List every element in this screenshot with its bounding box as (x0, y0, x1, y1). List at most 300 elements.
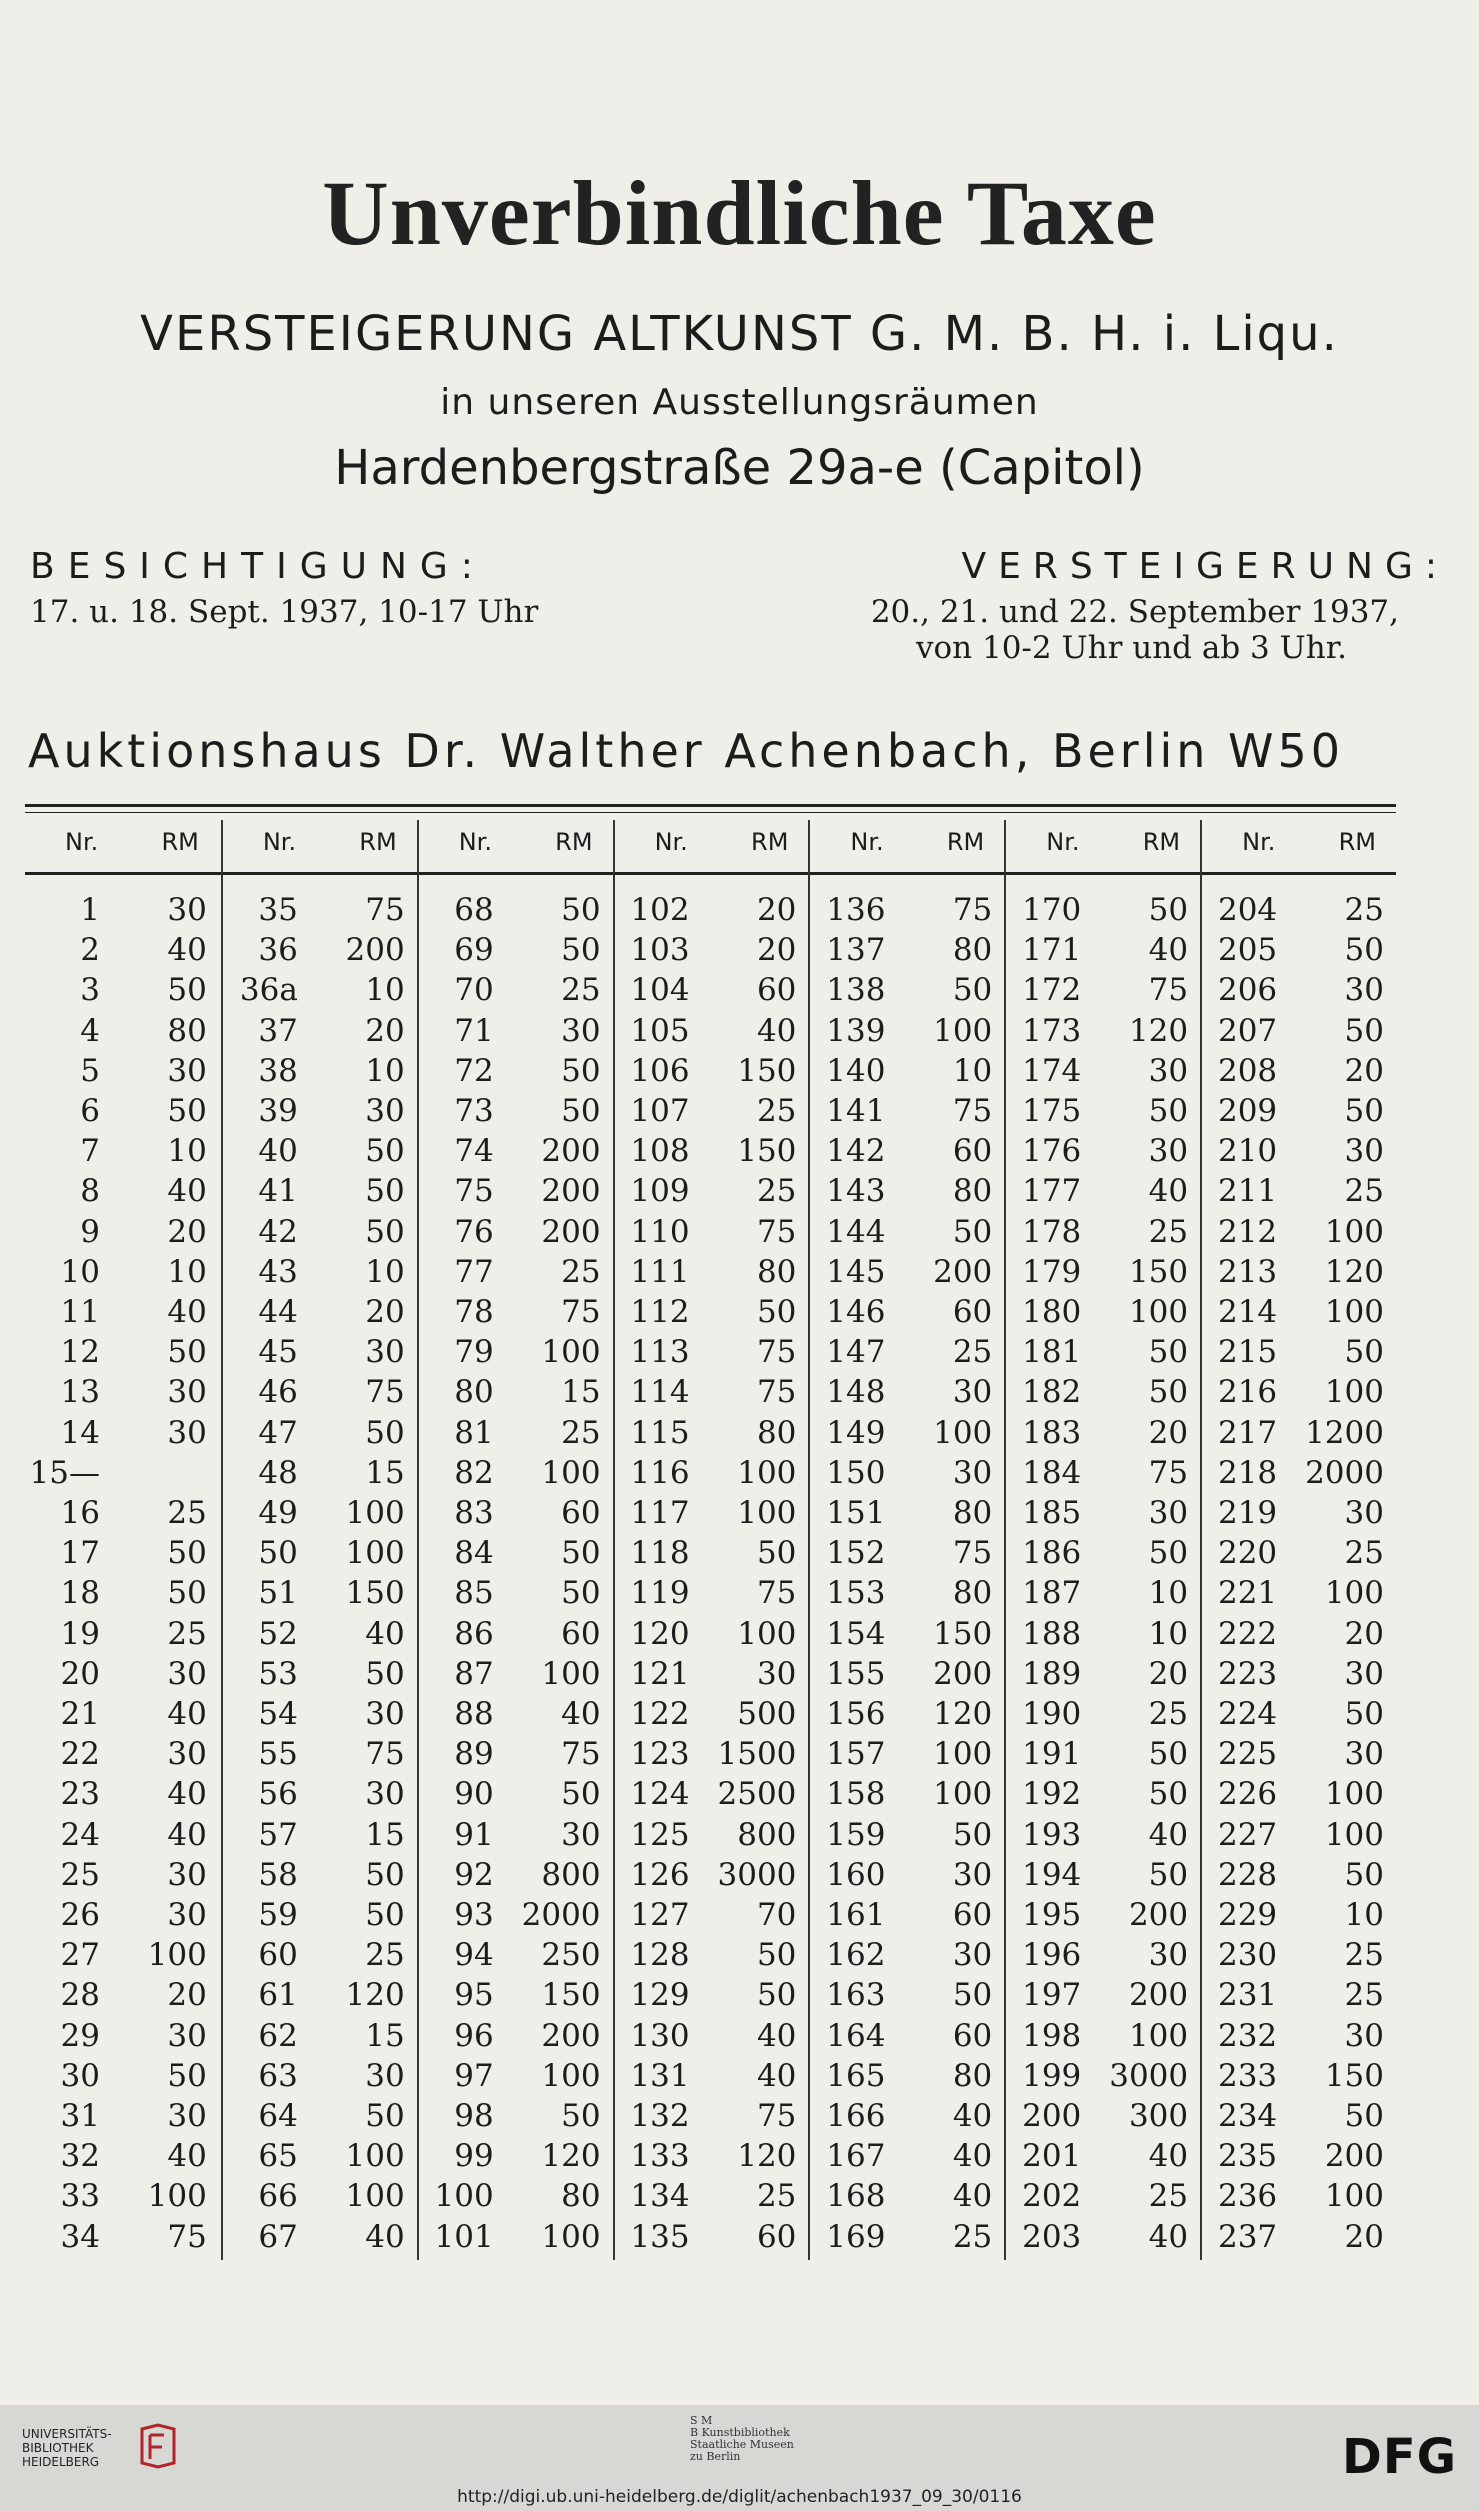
lot-number: 114 (630, 1374, 690, 1411)
lot-number: 105 (630, 1012, 690, 1049)
estimate-rm: 60 (756, 2218, 797, 2255)
lot-number: 45 (258, 1334, 298, 1371)
stamp-line: B Kunstbibliothek (690, 2426, 790, 2439)
auction-house: Auktionshaus Dr. Walther Achenbach, Berlin W50 (28, 724, 1345, 778)
table-row (223, 1053, 419, 1093)
header-nr: Nr. (1242, 828, 1276, 856)
lot-number: 104 (630, 972, 690, 1009)
table-row (25, 972, 221, 1012)
lot-number: 110 (630, 1213, 690, 1250)
table-row (25, 1013, 221, 1053)
table-row (1202, 1455, 1398, 1495)
lot-number: 143 (826, 1173, 886, 1210)
table-row (223, 1133, 419, 1173)
estimate-rm: 150 (345, 1575, 405, 1612)
estimate-rm: 200 (933, 1253, 993, 1290)
lot-number: 133 (630, 2138, 690, 2175)
estimate-rm: 50 (167, 1575, 207, 1612)
estimate-rm: 50 (1344, 1012, 1384, 1049)
lot-number: 184 (1022, 1454, 1082, 1491)
estimate-rm: 50 (952, 1977, 993, 2014)
column-header (615, 828, 811, 864)
estimate-rm: 100 (933, 1776, 993, 1813)
source-url[interactable]: http://digi.ub.uni-heidelberg.de/diglit/achenbach1937_09_30/0116 (457, 2487, 1022, 2507)
table-row (223, 1374, 419, 1414)
lot-number: 141 (826, 1093, 886, 1129)
lot-number: 51 (258, 1575, 298, 1612)
lot-number: 19 (60, 1615, 100, 1652)
table-row (615, 932, 811, 972)
estimate-rm: 50 (1344, 1093, 1384, 1129)
lot-number: 54 (258, 1696, 298, 1732)
table-row (615, 892, 811, 932)
table-row (810, 1374, 1006, 1414)
estimate-rm: 60 (561, 1495, 601, 1531)
table-row (223, 1254, 419, 1294)
table-row (810, 2138, 1006, 2178)
lot-number: 150 (826, 1454, 886, 1491)
estimate-rm: 200 (541, 1213, 601, 1250)
table-row (1202, 1535, 1398, 1575)
estimate-rm: 40 (756, 2017, 797, 2054)
lot-number: 47 (258, 1414, 298, 1451)
table-row (1202, 972, 1398, 1012)
estimate-rm: 60 (952, 1133, 993, 1170)
lot-number: 181 (1022, 1334, 1082, 1371)
lot-number: 139 (826, 1012, 886, 1049)
table-row (1202, 1897, 1398, 1937)
lot-number: 61 (258, 1977, 298, 2014)
lot-number: 87 (454, 1655, 494, 1692)
estimate-rm: 60 (952, 2017, 993, 2054)
estimate-rm: 50 (561, 2098, 601, 2134)
estimate-rm: 120 (541, 2138, 601, 2175)
table-row (615, 1776, 811, 1816)
table-column (221, 820, 419, 2260)
lot-number: 216 (1217, 1374, 1278, 1411)
lot-number: 52 (258, 1615, 298, 1652)
library-line: HEIDELBERG (22, 2455, 100, 2469)
table-row (810, 1977, 1006, 2017)
lot-number: 153 (826, 1575, 886, 1612)
lot-number: 137 (826, 932, 886, 969)
lot-number: 25 (60, 1856, 100, 1893)
table-row (810, 2178, 1006, 2218)
table-row (25, 892, 221, 932)
table-row (25, 1656, 221, 1696)
table-row (615, 1254, 811, 1294)
table-row (1006, 2178, 1202, 2218)
lot-number: 185 (1022, 1495, 1082, 1531)
lot-number: 186 (1022, 1535, 1082, 1572)
table-row (1202, 1415, 1398, 1455)
lot-number: 155 (826, 1655, 886, 1692)
lot-number: 32 (60, 2138, 100, 2175)
table-row (25, 1294, 221, 1334)
estimate-rm: 120 (933, 1696, 993, 1732)
lot-number: 168 (826, 2178, 886, 2215)
estimate-rm: 100 (737, 1454, 797, 1491)
estimate-rm: 80 (952, 932, 993, 969)
table-row (1202, 1736, 1398, 1776)
lot-number: 163 (826, 1977, 886, 2014)
lot-number: 70 (454, 972, 494, 1009)
lot-number: 83 (454, 1495, 494, 1531)
table-row (223, 1575, 419, 1615)
lot-number: 161 (826, 1897, 886, 1933)
estimate-rm: 30 (952, 1454, 993, 1491)
table-row (1202, 2098, 1398, 2138)
lot-number: 122 (630, 1696, 690, 1732)
lot-number: 116 (630, 1454, 690, 1491)
table-row (419, 892, 615, 932)
estimate-rm: 2000 (521, 1897, 601, 1933)
estimate-rm: 40 (756, 1012, 797, 1049)
estimate-rm: 10 (1148, 1615, 1189, 1652)
estimate-rm: 50 (561, 1052, 601, 1089)
table-column (25, 820, 221, 2260)
table-row (25, 1776, 221, 1816)
lot-number: 178 (1022, 1213, 1082, 1250)
estimate-rm: 50 (1148, 1776, 1189, 1813)
table-row (25, 1575, 221, 1615)
estimate-rm: 30 (167, 892, 207, 928)
table-row (419, 1495, 615, 1535)
table-row (1006, 2018, 1202, 2058)
estimate-rm: 100 (1324, 1213, 1384, 1250)
lot-number: 126 (630, 1856, 690, 1893)
table-row (810, 1294, 1006, 1334)
lot-number: 207 (1217, 1012, 1278, 1049)
lot-number: 67 (258, 2218, 298, 2255)
estimate-rm: 20 (167, 1213, 207, 1250)
lot-number: 3 (80, 972, 100, 1009)
estimate-rm: 30 (1148, 1133, 1189, 1170)
table-row (223, 1093, 419, 1133)
lot-number: 36 (258, 932, 298, 969)
table-row (419, 1776, 615, 1816)
estimate-rm: 100 (541, 2218, 601, 2255)
table-row (25, 2219, 221, 2259)
table-row (810, 2219, 1006, 2259)
lot-number: 76 (454, 1213, 494, 1250)
lot-number: 74 (454, 1133, 494, 1170)
estimate-rm: 20 (365, 1294, 405, 1330)
table-row (810, 1053, 1006, 1093)
estimate-rm: 40 (952, 2138, 993, 2175)
table-row (615, 1575, 811, 1615)
library-logo-text[interactable] (22, 2427, 112, 2469)
estimate-rm: 100 (1324, 1776, 1384, 1813)
estimate-rm: 30 (1148, 1052, 1189, 1089)
table-row (615, 2058, 811, 2098)
lot-number: 80 (454, 1374, 494, 1411)
estimate-rm: 25 (561, 1414, 601, 1451)
table-row (615, 1093, 811, 1133)
lot-number: 119 (630, 1575, 690, 1612)
estimate-rm: 50 (365, 2098, 405, 2134)
stamp-line: zu Berlin (690, 2450, 741, 2463)
table-column (808, 820, 1006, 2260)
estimate-rm: 150 (1324, 2057, 1384, 2094)
estimate-rm: 20 (1344, 1615, 1384, 1652)
estimate-rm: 50 (1148, 1093, 1189, 1129)
table-row (1202, 1857, 1398, 1897)
lot-number: 146 (826, 1294, 886, 1330)
table-row (810, 1214, 1006, 1254)
lot-number: 165 (826, 2057, 886, 2094)
table-row (810, 972, 1006, 1012)
estimate-rm: 30 (952, 1374, 993, 1411)
table-row (615, 1977, 811, 2017)
lot-number: 29 (60, 2017, 100, 2054)
estimate-rm: 80 (952, 2057, 993, 2094)
estimate-rm: 40 (952, 2178, 993, 2215)
table-row (1202, 1696, 1398, 1736)
table-row (419, 1736, 615, 1776)
table-row (419, 1696, 615, 1736)
lot-number: 5 (80, 1052, 100, 1089)
lot-number: 99 (454, 2138, 494, 2175)
auction-dates: 20., 21. und 22. September 1937, (870, 594, 1399, 630)
estimate-rm: 150 (1128, 1253, 1189, 1290)
table-row (419, 1254, 615, 1294)
estimate-rm: 2500 (717, 1776, 797, 1813)
estimate-rm: 2000 (1305, 1454, 1384, 1491)
lot-number: 132 (630, 2098, 690, 2134)
table-row (1006, 1616, 1202, 1656)
lot-number: 2 (80, 932, 100, 969)
estimate-rm: 50 (1344, 1696, 1384, 1732)
estimate-rm: 80 (952, 1495, 993, 1531)
estimate-rm: 30 (365, 2057, 405, 2094)
lot-number: 136 (826, 892, 886, 928)
estimate-rm: 10 (365, 1253, 405, 1290)
estimate-rm: 25 (1344, 892, 1384, 928)
lot-number: 182 (1022, 1374, 1082, 1411)
estimate-rm: 75 (561, 1736, 601, 1773)
table-row (1202, 2058, 1398, 2098)
estimate-rm: 40 (1148, 2138, 1189, 2175)
table-row (1202, 1093, 1398, 1133)
table-row (810, 932, 1006, 972)
table-row (1202, 1214, 1398, 1254)
lot-number: 37 (258, 1012, 298, 1049)
estimate-rm: 75 (1148, 1454, 1189, 1491)
lot-number: 222 (1217, 1615, 1278, 1652)
table-row (25, 1173, 221, 1213)
estimate-rm: 15 (365, 1454, 405, 1491)
table-row (25, 1616, 221, 1656)
lot-number: 21 (60, 1696, 100, 1732)
library-line: BIBLIOTHEK (22, 2441, 94, 2455)
table-row (810, 1857, 1006, 1897)
estimate-rm: 40 (167, 2138, 207, 2175)
table-row (419, 932, 615, 972)
estimate-rm: 10 (1148, 1575, 1189, 1612)
estimate-rm: 30 (1344, 1495, 1384, 1531)
table-row (1006, 1013, 1202, 1053)
estimate-rm: 40 (561, 1696, 601, 1732)
table-row (419, 1415, 615, 1455)
lot-number: 233 (1217, 2057, 1278, 2094)
table-row (810, 1776, 1006, 1816)
lot-number: 130 (630, 2017, 690, 2054)
table-row (419, 1374, 615, 1414)
table-row (419, 1214, 615, 1254)
estimate-rm: 30 (167, 1655, 207, 1692)
lot-number: 12 (60, 1334, 100, 1371)
lot-number: 236 (1217, 2178, 1278, 2215)
table-row (1202, 892, 1398, 932)
table-row (223, 1656, 419, 1696)
lot-number: 97 (454, 2057, 494, 2094)
estimate-rm: 200 (933, 1655, 993, 1692)
table-row (1202, 1656, 1398, 1696)
lot-number: 23 (60, 1776, 100, 1813)
table-row (810, 1897, 1006, 1937)
table-row (615, 1656, 811, 1696)
table-row (615, 972, 811, 1012)
lot-number: 30 (60, 2057, 100, 2094)
lot-number: 177 (1022, 1173, 1082, 1210)
lot-number: 212 (1217, 1213, 1278, 1250)
lot-number: 179 (1022, 1253, 1082, 1290)
footer-bar (0, 2405, 1479, 2511)
estimate-rm: 75 (952, 1093, 993, 1129)
estimate-rm: 200 (1128, 1977, 1189, 2014)
library-line: UNIVERSITÄTS- (22, 2427, 112, 2441)
lot-number: 160 (826, 1856, 886, 1893)
lot-number: 22 (60, 1736, 100, 1773)
estimate-rm: 50 (952, 1213, 993, 1250)
lot-number: 131 (630, 2057, 690, 2094)
estimate-rm: 50 (1344, 932, 1384, 969)
lot-number: 31 (60, 2098, 100, 2134)
table-row (810, 1173, 1006, 1213)
header-rm: RM (751, 828, 789, 856)
estimate-rm: 100 (1128, 1294, 1189, 1330)
estimate-rm: 20 (1344, 1052, 1384, 1089)
lot-number: 93 (454, 1897, 494, 1933)
estimate-rm: 100 (737, 1495, 797, 1531)
table-row (25, 1977, 221, 2017)
header-nr: Nr. (458, 828, 492, 856)
lot-number: 113 (630, 1334, 690, 1371)
lot-number: 111 (630, 1253, 690, 1290)
lot-number: 16 (60, 1495, 100, 1531)
table-row (223, 1173, 419, 1213)
estimate-rm: 50 (952, 1816, 993, 1853)
table-row (1006, 1093, 1202, 1133)
column-header (419, 828, 615, 864)
table-row (223, 1857, 419, 1897)
estimate-rm: 50 (1344, 1334, 1384, 1371)
table-row (223, 1495, 419, 1535)
estimate-rm: 40 (167, 1173, 207, 1210)
table-row (25, 1093, 221, 1133)
table-row (1006, 2098, 1202, 2138)
estimate-rm: 75 (167, 2218, 207, 2255)
dfg-logo[interactable]: DFG (1341, 2429, 1457, 2485)
lot-number: 180 (1022, 1294, 1082, 1330)
estimate-rm: 50 (365, 1856, 405, 1893)
estimate-rm: 50 (1344, 1856, 1384, 1893)
lot-number: 109 (630, 1173, 690, 1210)
column-header (810, 828, 1006, 864)
estimate-rm: 50 (365, 1213, 405, 1250)
lot-number: 86 (454, 1615, 494, 1652)
table-row (1006, 1897, 1202, 1937)
lot-number: 199 (1022, 2057, 1082, 2094)
lot-number: 41 (258, 1173, 298, 1210)
estimate-rm: 30 (167, 1856, 207, 1893)
estimate-rm: 20 (1148, 1414, 1189, 1451)
estimate-rm: 10 (952, 1052, 993, 1089)
table-row (1202, 1817, 1398, 1857)
estimate-rm: 25 (1344, 1977, 1384, 2014)
table-column (1004, 820, 1202, 2260)
estimate-rm: 20 (365, 1012, 405, 1049)
estimate-rm: 100 (345, 2138, 405, 2175)
estimate-rm: 50 (561, 1093, 601, 1129)
lot-number: 231 (1217, 1977, 1278, 2014)
table-row (615, 2219, 811, 2259)
table-row (25, 1334, 221, 1374)
estimate-rm: 100 (1324, 1294, 1384, 1330)
table-row (615, 1857, 811, 1897)
table-row (615, 1455, 811, 1495)
table-row (419, 2058, 615, 2098)
estimate-rm: 40 (1148, 1816, 1189, 1853)
lot-number: 100 (434, 2178, 494, 2215)
table-row (223, 2219, 419, 2259)
lot-number: 65 (258, 2138, 298, 2175)
lot-number: 171 (1022, 932, 1082, 969)
estimate-rm: 100 (737, 1615, 797, 1652)
estimate-rm: 150 (737, 1052, 797, 1089)
lot-number: 170 (1022, 892, 1082, 928)
lot-number: 10 (60, 1253, 100, 1290)
lot-number: 57 (258, 1816, 298, 1853)
column-header (223, 828, 419, 864)
estimate-rm: 800 (737, 1816, 797, 1853)
table-row (1006, 1053, 1202, 1093)
estimate-rm: 25 (1344, 1173, 1384, 1210)
lot-number: 9 (80, 1213, 100, 1250)
lot-number: 59 (258, 1897, 298, 1933)
lot-number: 234 (1217, 2098, 1278, 2134)
table-row (419, 1937, 615, 1977)
estimate-rm: 30 (365, 1334, 405, 1371)
estimate-rm: 100 (933, 1012, 993, 1049)
estimate-rm: 25 (1344, 1535, 1384, 1572)
table-row (419, 1817, 615, 1857)
header-rm: RM (555, 828, 593, 856)
estimate-rm: 50 (561, 892, 601, 928)
table-row (25, 2098, 221, 2138)
table-row (419, 1575, 615, 1615)
lot-number: 125 (630, 1816, 690, 1853)
estimate-rm: 50 (167, 2057, 207, 2094)
estimate-rm: 300 (1128, 2098, 1189, 2134)
table-column (1200, 820, 1398, 2260)
estimate-rm: 120 (1128, 1012, 1189, 1049)
estimate-rm: 100 (1324, 1374, 1384, 1411)
lot-number: 112 (630, 1294, 690, 1330)
lot-number: 172 (1022, 972, 1082, 1009)
estimate-rm: 10 (365, 1052, 405, 1089)
